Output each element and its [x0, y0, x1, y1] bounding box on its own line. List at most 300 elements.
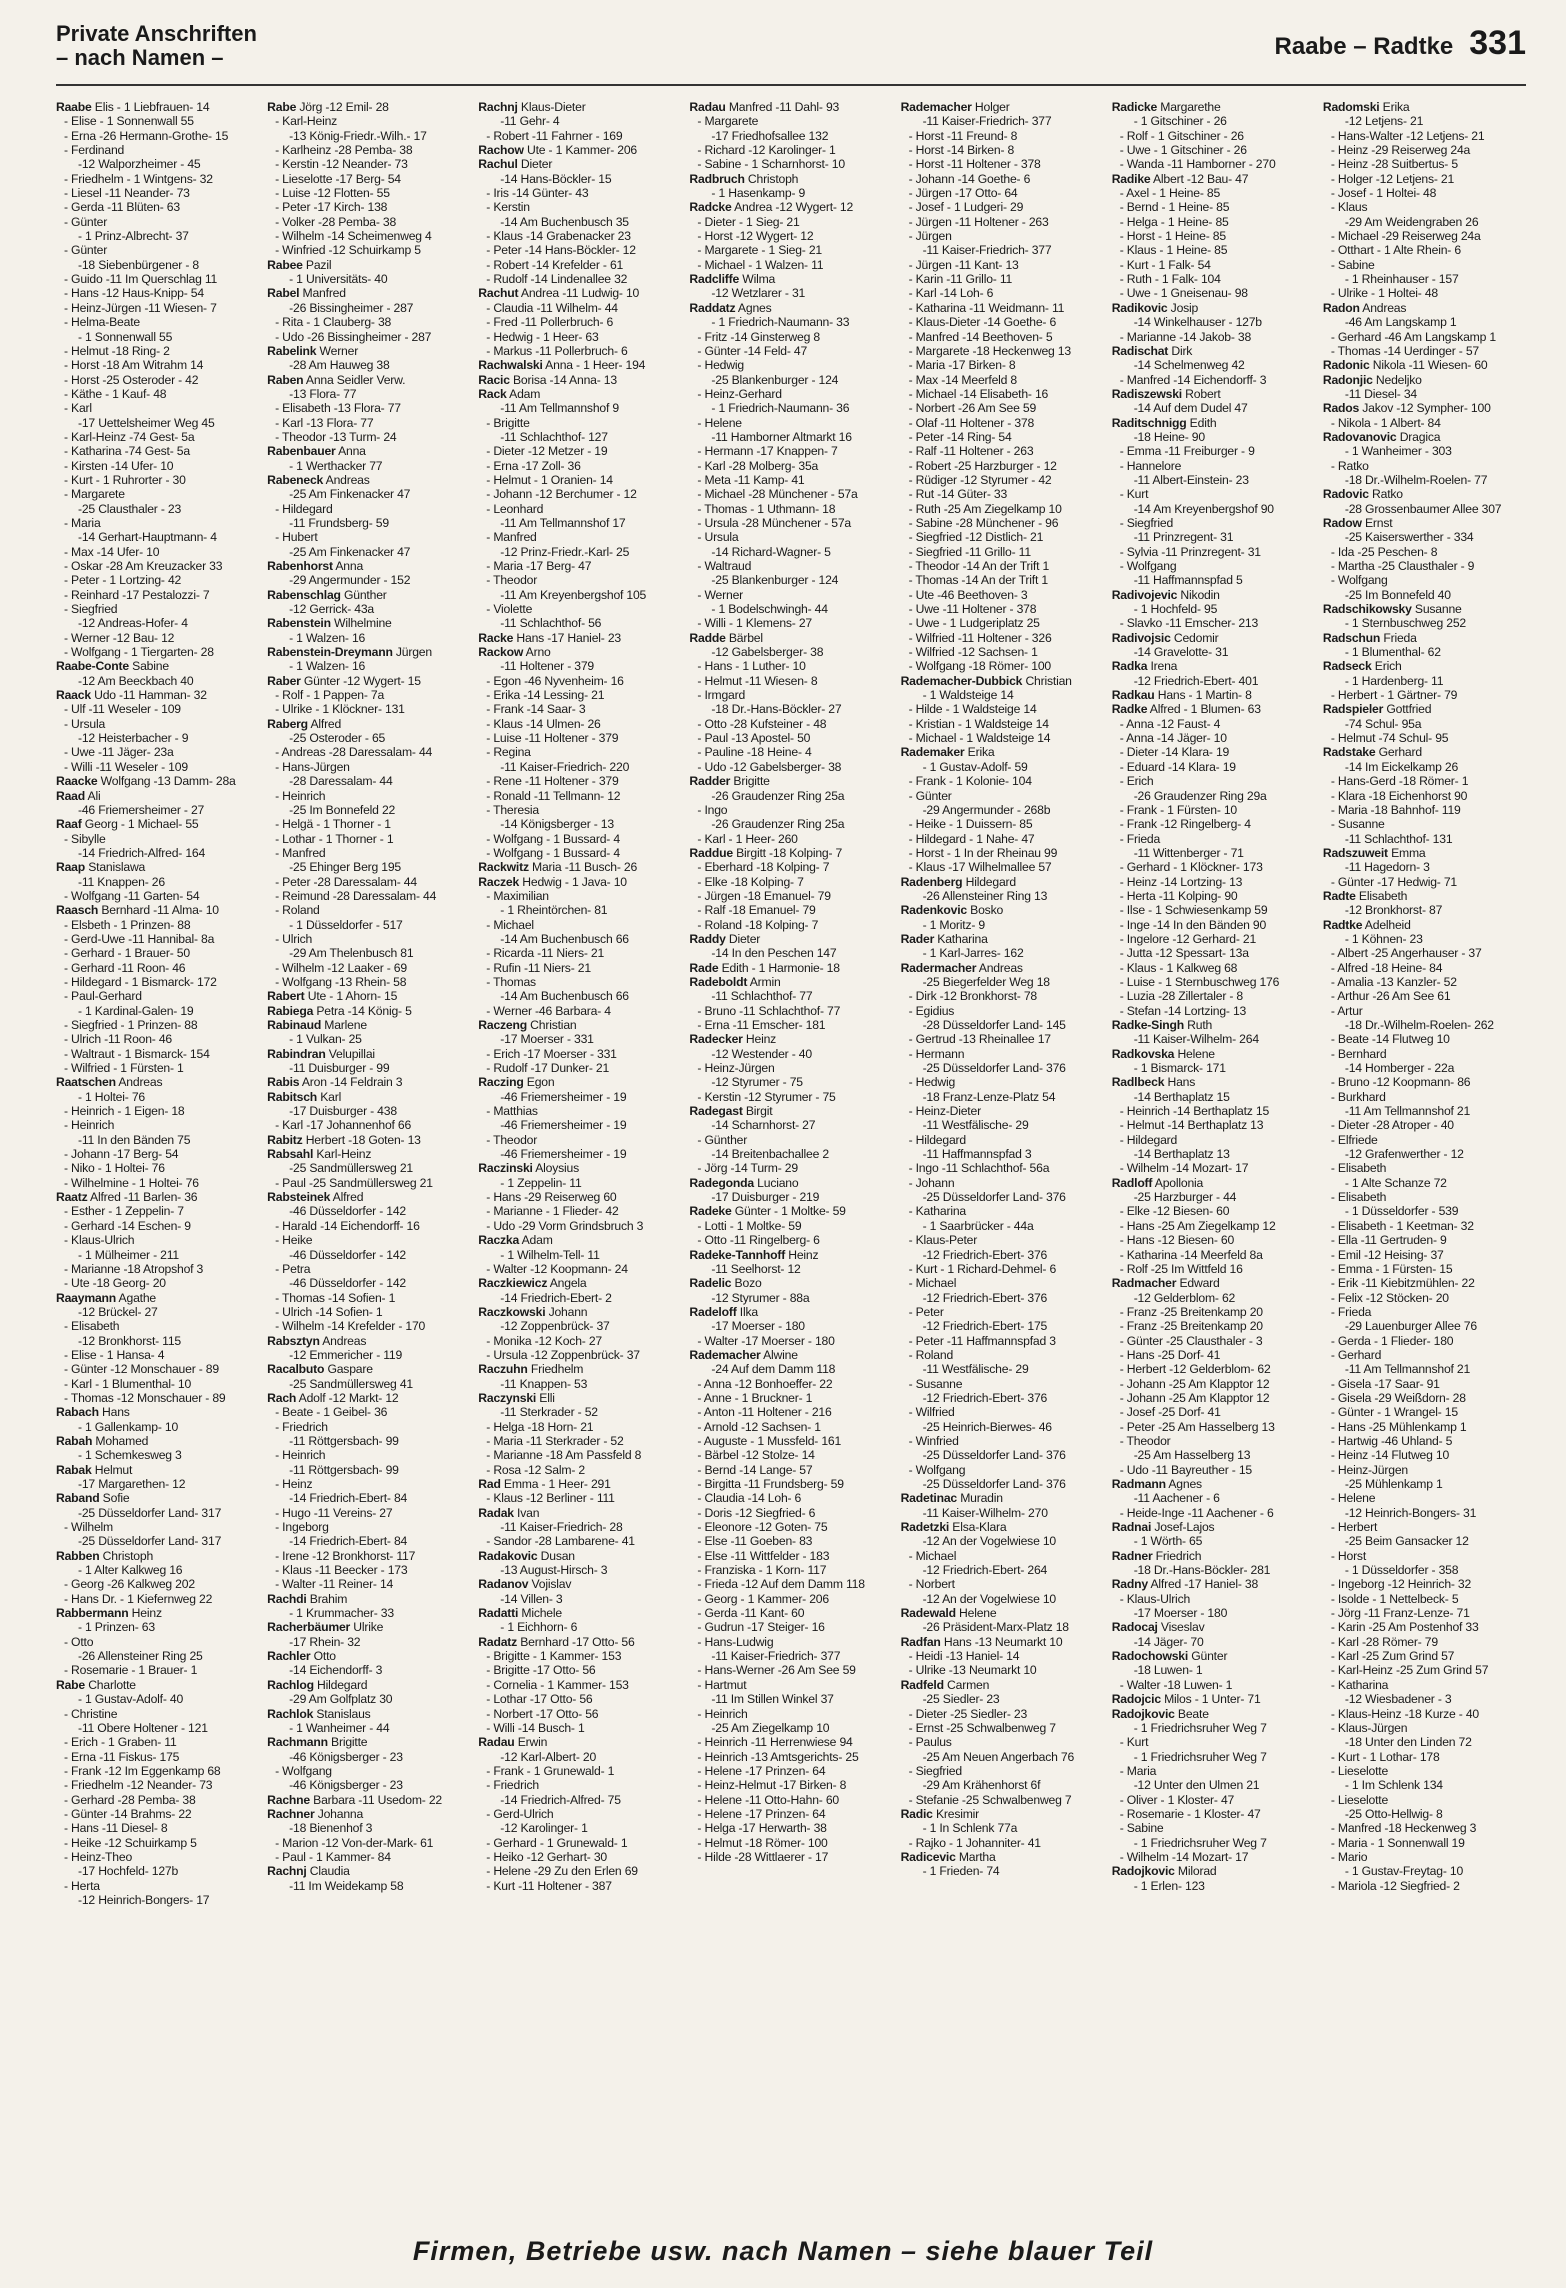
directory-entry: - Egidius — [908, 1003, 955, 1018]
directory-entry: - Sabine — [1330, 257, 1375, 272]
directory-entry: - Max -14 Ufer- 10 — [64, 544, 160, 559]
directory-entry: - Mariola -12 Siegfried- 2 — [1330, 1878, 1460, 1893]
directory-entry: - Karl-Heinz -25 Zum Grind 57 — [1330, 1663, 1489, 1678]
directory-entry: -18 Dr.-Hans-Böckler- 281 — [1133, 1563, 1271, 1578]
directory-entry: - Käthe - 1 Kauf- 48 — [64, 386, 167, 401]
surname: Rackow — [478, 645, 524, 660]
surname: Rabe — [267, 100, 297, 114]
directory-entry: -12 Friedrich-Ebert- 264 — [922, 1563, 1048, 1578]
directory-entry: -11 Kaiser-Friedrich- 377 — [711, 1649, 841, 1664]
directory-entry: - 1 Karl-Jarres- 162 — [922, 946, 1024, 961]
directory-entry: - Kurt - 1 Ruhrorter - 30 — [64, 472, 186, 487]
directory-entry: -11 Aachener - 6 — [1133, 1491, 1220, 1506]
directory-entry: -24 Auf dem Damm 118 — [711, 1362, 836, 1377]
surname: Rachul — [478, 157, 518, 172]
directory-entry: -11 Am Tellmannshof 9 — [500, 401, 619, 416]
directory-entry: - Otthart - 1 Alte Rhein- 6 — [1330, 243, 1461, 258]
directory-entry: -11 Im Weidekamp 58 — [289, 1878, 404, 1893]
directory-entry: - Helene — [1330, 1491, 1376, 1506]
directory-entry: Raczek Hedwig - 1 Java- 10 — [478, 874, 627, 889]
surname: Radikovic — [1111, 300, 1168, 315]
directory-entry: - Eduard -14 Klara- 19 — [1119, 759, 1236, 774]
directory-entry: - Hans - 1 Luther- 10 — [697, 659, 806, 674]
directory-entry: - 1 Kardinal-Galen- 19 — [78, 1003, 194, 1018]
surname: Raband — [56, 1491, 100, 1506]
directory-entry: Radeloff Ilka — [689, 1304, 758, 1319]
directory-entry: Rademacher-Dubbick Christian — [900, 673, 1072, 688]
directory-entry: - Heinrich — [697, 1706, 748, 1721]
directory-entry: - 1 Gustav-Freytag- 10 — [1344, 1864, 1464, 1879]
directory-entry: -14 Schelmenweg 42 — [1133, 358, 1245, 373]
directory-entry: - Hartmut — [697, 1677, 747, 1692]
directory-entry: -25 Harzburger - 44 — [1133, 1190, 1237, 1205]
surname: Radonjic — [1322, 372, 1373, 387]
directory-entry: - Kerstin -12 Neander- 73 — [275, 157, 408, 172]
directory-entry: -14 Berthaplatz 13 — [1133, 1147, 1230, 1162]
directory-entry: -18 Siebenbürgener - 8 — [78, 257, 199, 272]
directory-entry: - Leonhard — [486, 501, 544, 516]
directory-entry: - Elisabeth -13 Flora- 77 — [275, 401, 401, 416]
surname: Radivojsic — [1111, 630, 1171, 645]
directory-entry: - Erna -11 Fiskus- 175 — [64, 1749, 180, 1764]
directory-entry: Radochowski Günter — [1111, 1649, 1228, 1664]
directory-entry: - Thomas -14 Uerdinger - 57 — [1330, 343, 1479, 358]
surname: Radke-Singh — [1111, 1018, 1184, 1032]
directory-entry: -14 Friedrich-Alfred- 75 — [500, 1792, 621, 1807]
surname: Radfeld — [900, 1677, 944, 1692]
directory-entry: - Josef - 1 Ludgeri- 29 — [908, 200, 1024, 215]
directory-entry: - Ulrike - 1 Holtei- 48 — [1330, 286, 1438, 301]
directory-entry: - Peter -28 Daressalam- 44 — [275, 874, 417, 889]
directory-entry: -17 Moerser - 331 — [500, 1032, 594, 1047]
directory-entry: - 1 Hardenberg- 11 — [1344, 673, 1444, 688]
directory-entry: - Axel - 1 Heine- 85 — [1119, 186, 1221, 201]
directory-entry: - Siegfried - 1 Prinzen- 88 — [64, 1018, 198, 1032]
directory-entry: -26 Allensteiner Ring 25 — [78, 1649, 203, 1664]
directory-entry: -29 Angermunder - 268b — [922, 802, 1051, 817]
directory-entry: - Niko - 1 Holtei- 76 — [64, 1161, 165, 1176]
directory-entry: -25 Sandmüllersweg 21 — [289, 1161, 413, 1176]
directory-entry: - Luise -12 Flotten- 55 — [275, 186, 390, 201]
directory-entry: - Klaus -14 Grabenacker 23 — [486, 229, 631, 244]
directory-entry: - Horst — [1330, 1548, 1367, 1563]
directory-entry: - Peter -17 Kirch- 138 — [275, 200, 388, 215]
surname: Radmacher — [1111, 1276, 1177, 1291]
directory-entry: - Ulrike - 1 Klöckner- 131 — [275, 702, 405, 717]
directory-entry: Rack Adam — [478, 386, 541, 401]
directory-entry: - Herta -11 Kolping- 90 — [1119, 888, 1238, 903]
directory-entry: - Helene — [697, 415, 742, 430]
directory-entry: -25 Clausthaler - 23 — [78, 501, 182, 516]
directory-entry: Radanov Vojislav — [478, 1577, 572, 1592]
directory-entry: - 1 Düsseldorfer - 358 — [1344, 1563, 1459, 1578]
directory-entry: - Klaus — [1330, 200, 1368, 215]
directory-entry: - Hans -11 Diesel- 8 — [64, 1821, 168, 1836]
directory-entry: - Otto -11 Ringelberg- 6 — [697, 1233, 820, 1248]
surname: Radojcic — [1111, 1692, 1161, 1707]
surname: Racic — [478, 372, 510, 387]
directory-entry: - Sabine -28 Münchener - 96 — [908, 515, 1059, 530]
directory-entry: - Olaf -11 Holtener - 378 — [908, 415, 1035, 430]
surname: Radischat — [1111, 343, 1169, 358]
directory-entry: Racke Hans -17 Haniel- 23 — [478, 630, 621, 645]
directory-entry: - Gerhard - 1 Klöckner- 173 — [1119, 860, 1263, 875]
directory-entry: -14 Hans-Böckler- 15 — [500, 171, 612, 186]
directory-entry: - Elisabeth — [64, 1319, 120, 1334]
surname: Radenkovic — [900, 903, 967, 918]
directory-entry: - Maria -17 Birken- 8 — [908, 358, 1016, 373]
directory-entry: -11 Holtener - 379 — [500, 659, 595, 674]
directory-entry: -25 Blankenburger - 124 — [711, 573, 839, 588]
directory-entry: - Friedrich — [275, 1419, 328, 1434]
directory-entry: - Gisela -29 Weißdorn- 28 — [1330, 1390, 1466, 1405]
directory-entry: -14 In den Peschen 147 — [711, 946, 837, 961]
directory-entry: Raczeng Christian — [478, 1018, 577, 1032]
directory-entry: - Volker -28 Pemba- 38 — [275, 214, 397, 229]
directory-entry: - Siegfried -11 Grillo- 11 — [908, 544, 1031, 559]
directory-entry: Rabee Pazil — [267, 257, 332, 272]
directory-entry: - Erich -17 Moerser - 331 — [486, 1046, 617, 1061]
directory-entry: - Winfried — [908, 1433, 959, 1448]
directory-entry: - 1 Alte Schanze 72 — [1344, 1175, 1447, 1190]
directory-entry: - Hugo -11 Vereins- 27 — [275, 1505, 393, 1520]
directory-entry: - Maria -18 Bahnhof- 119 — [1330, 802, 1461, 817]
directory-entry: -12 Friedrich-Ebert- 401 — [1133, 673, 1259, 688]
directory-entry: Rabe Jörg -12 Emil- 28 — [267, 100, 389, 114]
directory-entry: Radcliffe Wilma — [689, 272, 776, 287]
directory-entry: -12 Friedrich-Ebert- 376 — [922, 1290, 1048, 1305]
surname: Rabe — [56, 1677, 86, 1692]
surname: Raacke — [56, 774, 98, 789]
directory-entry: - 1 Prinz-Albrecht- 37 — [78, 229, 189, 244]
directory-entry: Rabis Aron -14 Feldrain 3 — [267, 1075, 403, 1090]
surname: Raddatz — [689, 300, 736, 315]
directory-entry: Radatti Michele — [478, 1606, 562, 1621]
directory-entry: -25 Blankenburger - 124 — [711, 372, 839, 387]
directory-entry: -25 Düsseldorfer Land- 317 — [78, 1505, 222, 1520]
directory-entry: - Gerd-Uwe -11 Hannibal- 8a — [64, 931, 215, 946]
directory-entry: -18 Dr.-Hans-Böckler- 27 — [711, 702, 842, 717]
surname: Rabsztyn — [267, 1333, 320, 1348]
surname: Rachnj — [478, 100, 518, 114]
surname: Radatti — [478, 1606, 519, 1621]
directory-entry: Rach Adolf -12 Markt- 12 — [267, 1390, 399, 1405]
directory-entry: - Elfriede — [1330, 1132, 1378, 1147]
directory-entry: - Ruth - 1 Falk- 104 — [1119, 272, 1221, 287]
directory-entry: Radau Erwin — [478, 1735, 548, 1750]
directory-entry: - Heinz-Gerhard — [697, 386, 782, 401]
directory-entry: - Hilde -28 Wittlaerer - 17 — [697, 1849, 829, 1864]
directory-entry: -12 Karl-Albert- 20 — [500, 1749, 597, 1764]
directory-entry: - Erna -17 Zoll- 36 — [486, 458, 581, 473]
directory-entry: -14 Richard-Wagner- 5 — [711, 544, 831, 559]
directory-entry: Rabah Mohamed — [56, 1433, 149, 1448]
directory-entry: - Erich — [1119, 774, 1154, 789]
directory-entry: -25 Siedler- 23 — [922, 1692, 1000, 1707]
directory-entry: - Brigitte — [486, 415, 530, 430]
directory-entry: -14 Friedrich-Alfred- 164 — [78, 845, 206, 860]
directory-entry: Rademacher Holger — [900, 100, 1010, 114]
directory-entry: - 1 Sonnenwall 55 — [78, 329, 173, 344]
directory-entry: - Siegfried — [64, 602, 118, 617]
directory-entry: - Kurt - 1 Falk- 54 — [1119, 257, 1211, 272]
directory-entry: -29 Am Thelenbusch 81 — [289, 946, 414, 961]
surname: Radatz — [478, 1634, 518, 1649]
directory-entry: - Nikola - 1 Albert- 84 — [1330, 415, 1441, 430]
surname: Rachmann — [267, 1735, 328, 1750]
directory-entry: - Klaus-Jürgen — [1330, 1720, 1408, 1735]
directory-entry: Radte Elisabeth — [1322, 888, 1408, 903]
directory-entry: - Marianne -18 Am Passfeld 8 — [486, 1448, 642, 1463]
directory-entry: -11 Kaiser-Friedrich- 377 — [922, 243, 1052, 258]
directory-entry: - Robert -25 Harzburger - 12 — [908, 458, 1057, 473]
directory-entry: - Frank - 1 Fürsten- 10 — [1119, 802, 1238, 817]
directory-entry: - 1 Vulkan- 25 — [289, 1032, 362, 1047]
directory-entry: - Peter -11 Haffmannspfad 3 — [908, 1333, 1056, 1348]
directory-entry: -18 Luwen- 1 — [1133, 1663, 1203, 1678]
directory-entry: - Rene -11 Holtener - 379 — [486, 774, 619, 789]
surname: Rados — [1322, 401, 1360, 416]
directory-entry: - Emma -11 Freiburger - 9 — [1119, 444, 1255, 459]
surname: Raczing — [478, 1075, 524, 1090]
directory-entry: - Brigitte -17 Otto- 56 — [486, 1663, 596, 1678]
directory-entry: - Liesel -11 Neander- 73 — [64, 186, 190, 201]
directory-entry: -25 Osteroder - 65 — [289, 731, 386, 746]
directory-entry: - Rosemarie - 1 Kloster- 47 — [1119, 1806, 1261, 1821]
directory-entry: -25 Heinrich-Bierwes- 46 — [922, 1419, 1052, 1434]
directory-entry: - Heide-Inge -11 Aachener - 6 — [1119, 1505, 1274, 1520]
directory-entry: -26 Graudenzer Ring 29a — [1133, 788, 1267, 803]
directory-entry: - Doris -12 Siegfried- 6 — [697, 1505, 816, 1520]
surname: Radonic — [1322, 358, 1370, 373]
surname: Radicke — [1111, 100, 1158, 114]
surname: Rabbermann — [56, 1606, 129, 1621]
directory-entry: -11 Hamborner Altmarkt 16 — [711, 429, 852, 444]
surname: Raczkowski — [478, 1304, 546, 1319]
directory-entry: -12 Andreas-Hofer- 4 — [78, 616, 188, 631]
directory-entry: - Herbert — [1330, 1520, 1378, 1535]
directory-entry: - Harald -14 Eichendorff- 16 — [275, 1218, 420, 1233]
directory-entry: -46 Friemersheimer - 27 — [78, 802, 205, 817]
directory-entry: - Luzia -28 Zillertaler - 8 — [1119, 989, 1243, 1004]
directory-entry: -13 Flora- 77 — [289, 386, 357, 401]
directory-entry: -12 Walporzheimer - 45 — [78, 157, 201, 172]
directory-entry: -46 Friemersheimer - 19 — [500, 1089, 627, 1104]
directory-entry: -25 Düsseldorfer Land- 376 — [922, 1190, 1066, 1205]
directory-entry: -12 Brückel- 27 — [78, 1304, 158, 1319]
directory-entry: - Johann -14 Goethe- 6 — [908, 171, 1031, 186]
directory-entry: - Wilhelm -14 Scheimenweg 4 — [275, 229, 432, 244]
directory-entry: -29 Am Golfplatz 30 — [289, 1692, 393, 1707]
directory-entry: Rabsztyn Andreas — [267, 1333, 367, 1348]
directory-entry: - Georg -26 Kalkweg 202 — [64, 1577, 195, 1592]
directory-entry: - Hans -25 Dorf- 41 — [1119, 1347, 1221, 1362]
directory-entry: -14 Auf dem Dudel 47 — [1133, 401, 1248, 416]
directory-entry: Rachner Johanna — [267, 1806, 364, 1821]
directory-entry: Rackow Arno — [478, 645, 551, 660]
directory-entry: -12 Letjens- 21 — [1344, 114, 1424, 129]
surname: Radomski — [1322, 100, 1380, 114]
directory-entry: - Frieda — [1330, 1304, 1372, 1319]
header-rule — [56, 84, 1526, 86]
directory-entry: - Katharina — [1330, 1677, 1389, 1692]
directory-entry: - 1 Krummacher- 33 — [289, 1606, 394, 1621]
directory-entry: - Luise - 1 Sternbuschweg 176 — [1119, 974, 1280, 989]
directory-entry: - Helga - 1 Heine- 85 — [1119, 214, 1229, 229]
surname: Radeke — [689, 1204, 732, 1219]
directory-entry: - Rosa -12 Salm- 2 — [486, 1462, 585, 1477]
directory-entry: -25 Im Bonnefeld 22 — [289, 802, 396, 817]
surname: Rabindran — [267, 1046, 326, 1061]
directory-entry: - Günter -12 Monschauer - 89 — [64, 1362, 219, 1377]
directory-entry: - Otto — [64, 1634, 94, 1649]
directory-entry: - Stefan -14 Lortzing- 13 — [1119, 1003, 1247, 1018]
directory-entry: - Klaus -11 Beecker - 173 — [275, 1563, 408, 1578]
directory-entry: -11 Am Tellmannshof 21 — [1344, 1104, 1471, 1119]
directory-entry: - 1 Saarbrücker - 44a — [922, 1218, 1034, 1233]
directory-entry: -12 Heinrich-Bongers- 31 — [1344, 1505, 1477, 1520]
directory-entry: - Margarete — [64, 487, 125, 502]
directory-entry: -14 Berthaplatz 15 — [1133, 1089, 1230, 1104]
directory-entry: - Günter -17 Hedwig- 71 — [1330, 874, 1457, 889]
directory-entry: - Ingelore -12 Gerhard- 21 — [1119, 931, 1257, 946]
directory-entry: - Walter -17 Moerser - 180 — [697, 1333, 835, 1348]
directory-entry: - Lothar -17 Otto- 56 — [486, 1692, 593, 1707]
directory-entry: Radka Irena — [1111, 659, 1178, 674]
directory-entry: - 1 Moritz- 9 — [922, 917, 985, 932]
directory-entry: Radocaj Viseslav — [1111, 1620, 1205, 1635]
directory-entry: -14 Scharnhorst- 27 — [711, 1118, 816, 1133]
directory-entry: - 1 Im Schlenk 134 — [1344, 1778, 1443, 1793]
directory-entry: - 1 Alter Kalkweg 16 — [78, 1563, 183, 1578]
directory-entry: - Beate - 1 Geibel- 36 — [275, 1405, 388, 1420]
surname: Radtke — [1322, 917, 1363, 932]
directory-entry: - Maria -11 Sterkrader - 52 — [486, 1433, 624, 1448]
directory-entry: -17 Moerser - 180 — [711, 1319, 805, 1334]
directory-entry: - Katharina -11 Weidmann- 11 — [908, 300, 1065, 315]
directory-entry: Raabe Elis - 1 Liebfrauen- 14 — [56, 100, 210, 114]
directory-entry: - Hans-Jürgen — [275, 759, 350, 774]
directory-entry: - Karl -28 Römer- 79 — [1330, 1634, 1438, 1649]
directory-entry: - 1 Wanheimer - 303 — [1344, 444, 1452, 459]
directory-entry: -11 Frundsberg- 59 — [289, 515, 389, 530]
directory-entry: -25 Düsseldorfer Land- 376 — [922, 1061, 1066, 1076]
directory-entry: -12 Gerrick- 43a — [289, 602, 374, 617]
surname: Rabach — [56, 1405, 99, 1420]
directory-entry: - Petra — [275, 1261, 311, 1276]
directory-entry: Rabeneck Andreas — [267, 472, 370, 487]
surname: Radte — [1322, 888, 1356, 903]
directory-entry: -17 Moerser - 180 — [1133, 1606, 1228, 1621]
directory-entry: -11 Am Kreyenbergshof 105 — [500, 587, 647, 602]
directory-entry: -11 Im Stillen Winkel 37 — [711, 1692, 834, 1707]
surname: Rademacher — [689, 1347, 761, 1362]
directory-entry: - Rufin -11 Niers- 21 — [486, 960, 591, 975]
surname: Raap — [56, 860, 86, 875]
directory-entry: - Georg - 1 Kammer- 206 — [697, 1591, 829, 1606]
surname: Radermacher — [900, 960, 977, 975]
surname: Rachne — [267, 1792, 310, 1807]
surname: Radcke — [689, 200, 732, 215]
directory-entry: - Jörg -14 Turm- 29 — [697, 1161, 798, 1176]
directory-entry: - Elise - 1 Hansa- 4 — [64, 1347, 165, 1362]
surname: Radkau — [1111, 688, 1155, 703]
directory-entry: -25 Mühlenkamp 1 — [1344, 1477, 1443, 1491]
directory-entry: - Ricarda -11 Niers- 21 — [486, 946, 605, 961]
directory-entry: Radmacher Edward — [1111, 1276, 1220, 1291]
directory-entry: -14 Im Eickelkamp 26 — [1344, 759, 1459, 774]
surname: Rabel — [267, 286, 300, 301]
directory-entry: -11 Kaiser-Wilhelm- 270 — [922, 1505, 1048, 1520]
directory-entry: -11 Röttgersbach- 99 — [289, 1433, 399, 1448]
directory-entry: - Lieselotte — [1330, 1792, 1389, 1807]
surname: Raad — [56, 788, 86, 803]
directory-entry: - Hans-Ludwig — [697, 1634, 774, 1649]
directory-entry: -14 Winkelhauser - 127b — [1133, 315, 1262, 330]
directory-entry: - Klaus-Heinz -18 Kurze - 40 — [1330, 1706, 1480, 1721]
directory-entry: - Klaus-Ulrich — [1119, 1591, 1191, 1606]
directory-entry: - Holger -12 Letjens- 21 — [1330, 171, 1455, 186]
surname: Raberg — [267, 716, 308, 731]
directory-entry: - Mario — [1330, 1849, 1368, 1864]
surname: Radloff — [1111, 1175, 1153, 1190]
directory-entry: - Helmut -11 Wiesen- 8 — [697, 673, 818, 688]
directory-entry: -12 Zoppenbrück- 37 — [500, 1319, 610, 1334]
directory-entry: Rabenschlag Günther — [267, 587, 387, 602]
directory-entry: - Elise - 1 Sonnenwall 55 — [64, 114, 194, 129]
directory-entry: - Roland -18 Kolping- 7 — [697, 917, 819, 932]
directory-entry: -28 Düsseldorfer Land- 145 — [922, 1018, 1066, 1032]
directory-entry: -12 Friedrich-Ebert- 175 — [922, 1319, 1048, 1334]
directory-entry: - Erna -11 Emscher- 181 — [697, 1018, 826, 1032]
directory-entry: - Elke -18 Kolping- 7 — [697, 874, 804, 889]
surname: Radszuweit — [1322, 845, 1388, 860]
directory-entry: - Katharina — [908, 1204, 966, 1219]
directory-entry: -14 Friedrich-Ebert- 84 — [289, 1491, 408, 1506]
directory-entry: Rabsteinek Alfred — [267, 1190, 364, 1205]
directory-entry: Radspieler Gottfried — [1322, 702, 1432, 717]
directory-entry: - Horst -14 Birken- 8 — [908, 143, 1015, 158]
directory-entry: Rader Katharina — [900, 931, 988, 946]
directory-entry: - Wolfgang — [275, 1763, 332, 1778]
directory-entry: Radovanovic Dragica — [1322, 429, 1441, 444]
directory-entry: - Margarete — [697, 114, 759, 129]
surname: Rabert — [267, 989, 305, 1004]
directory-entry: - Robert -11 Fahrner - 169 — [486, 128, 623, 143]
directory-entry: Rabel Manfred — [267, 286, 346, 301]
directory-entry: - Roland — [275, 903, 320, 918]
directory-entry: -11 Wittenberger - 71 — [1133, 845, 1244, 860]
directory-entry: - Kerstin — [486, 200, 530, 215]
directory-entry: Raczkiewicz Angela — [478, 1276, 587, 1291]
directory-entry: -26 Allensteiner Ring 13 — [922, 888, 1048, 903]
directory-entry: - Gerhard — [1330, 1347, 1382, 1362]
name-range: Raabe – Radtke — [1274, 33, 1454, 60]
directory-entry: - Jürgen -11 Kant- 13 — [908, 257, 1019, 272]
directory-entry: - Heike - 1 Duissern- 85 — [908, 817, 1033, 832]
directory-entry: -17 Margarethen- 12 — [78, 1477, 186, 1491]
directory-entry: - Wolfgang — [1330, 573, 1388, 588]
directory-entry: - 1 Hochfeld- 95 — [1133, 602, 1218, 617]
directory-entry: - 1 Universitäts- 40 — [289, 272, 388, 287]
directory-entry: -17 Duisburger - 219 — [711, 1190, 820, 1205]
directory-entry: -18 Unter den Linden 72 — [1344, 1735, 1472, 1750]
surname: Racke — [478, 630, 514, 645]
directory-entry: - Jürgen -11 Holtener - 263 — [908, 214, 1049, 229]
directory-entry: Raditschnigg Edith — [1111, 415, 1217, 430]
directory-entry: - Maria — [64, 515, 101, 530]
directory-entry: - Dieter - 1 Sieg- 21 — [697, 214, 800, 229]
